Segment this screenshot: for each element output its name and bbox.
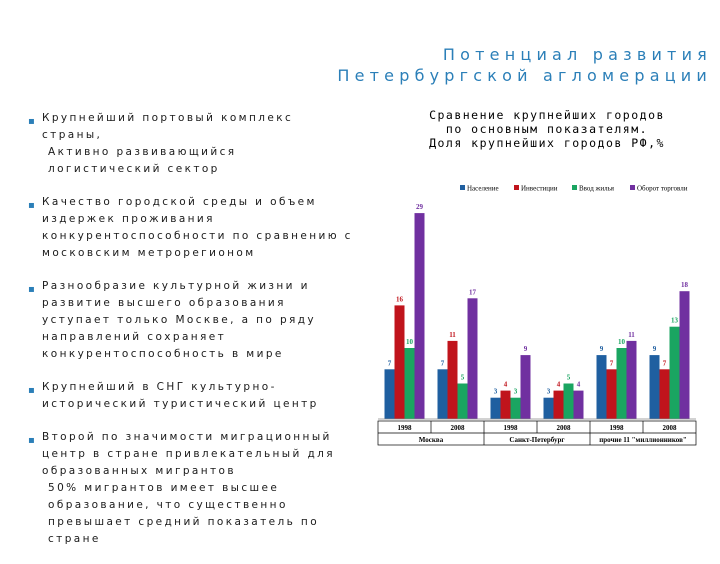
bullet-text: Качество городской среды и объем издержек проживания конкурентоспособности по сравнению с московским метрорегионом bbox=[42, 196, 353, 259]
x-tick-label: 1998 bbox=[503, 424, 518, 432]
bar-value-label: 29 bbox=[416, 203, 423, 212]
legend-label: Население bbox=[467, 184, 499, 193]
x-tick-label: 1998 bbox=[609, 424, 624, 432]
chart-title-line: по основным показателям. bbox=[445, 122, 649, 136]
bar bbox=[511, 398, 521, 419]
bullet-item bbox=[28, 278, 353, 363]
x-tick-label: 2008 bbox=[662, 424, 677, 432]
bullet-marker-icon: ▪ bbox=[28, 385, 35, 396]
bar-value-label: 3 bbox=[513, 387, 518, 396]
slide-title-line-1: Потенциал развития bbox=[442, 45, 712, 64]
bar-value-label: 9 bbox=[599, 345, 604, 354]
bar bbox=[415, 213, 425, 419]
bullet-marker-icon: ▪ bbox=[28, 284, 35, 295]
bar-value-label: 18 bbox=[681, 281, 688, 290]
bar-value-label: 5 bbox=[566, 373, 571, 382]
legend-swatch bbox=[630, 185, 635, 190]
bullet-subtext: Активно развивающийся логистический сектор bbox=[48, 146, 237, 175]
bar-value-label: 16 bbox=[396, 295, 403, 304]
bar bbox=[491, 398, 501, 419]
legend-swatch bbox=[514, 185, 519, 190]
chart-title-line: Доля крупнейших городов РФ,% bbox=[429, 136, 665, 150]
bullet-subtext: 50% мигрантов имеет высшее образование, что существенно превышает средний показатель по стране bbox=[48, 482, 320, 545]
bar bbox=[627, 341, 637, 419]
bar bbox=[670, 327, 680, 419]
legend-label: Оборот торговли bbox=[637, 184, 688, 193]
legend-label: Инвестиции bbox=[521, 184, 558, 193]
bar bbox=[458, 384, 468, 420]
bullet-text: Разнообразие культурной жизни и развитие высшего образования уступает только Москве, а по ряду направлений сохраняет конкурентоспособность в мире bbox=[42, 280, 317, 360]
bar-value-label: 4 bbox=[503, 380, 508, 389]
bar-value-label: 10 bbox=[618, 338, 625, 346]
bullet-text: Второй по значимости миграционный центр в стране привлекательный для образованных мигрантов bbox=[42, 431, 335, 477]
legend-swatch bbox=[460, 185, 465, 190]
bullet-item bbox=[28, 110, 353, 178]
x-group-label: прочие 11 "миллионников" bbox=[599, 436, 687, 444]
bullet-marker-icon: ▪ bbox=[28, 200, 35, 211]
bar bbox=[501, 391, 511, 419]
bar bbox=[564, 384, 574, 420]
bar-value-label: 3 bbox=[546, 387, 551, 396]
bullet-item bbox=[28, 379, 353, 413]
bar bbox=[574, 391, 584, 419]
bar-value-label: 7 bbox=[662, 359, 667, 368]
bar-value-label: 9 bbox=[652, 345, 657, 354]
bar-chart bbox=[372, 180, 704, 460]
bar bbox=[607, 369, 617, 419]
x-tick-label: 1998 bbox=[397, 424, 412, 432]
x-group-label: Москва bbox=[418, 436, 444, 444]
bullet-text: Крупнейший в СНГ культурно-исторический туристический центр bbox=[42, 381, 319, 410]
bar bbox=[597, 355, 607, 419]
bar bbox=[554, 391, 564, 419]
bar-value-label: 9 bbox=[523, 345, 528, 354]
slide-title bbox=[192, 44, 712, 86]
bar-value-label: 4 bbox=[556, 380, 561, 389]
bar bbox=[438, 369, 448, 419]
bar bbox=[660, 369, 670, 419]
legend-label: Ввод жилья bbox=[579, 184, 615, 193]
chart-title-line: Сравнение крупнейших городов bbox=[429, 108, 665, 122]
bullet-marker-icon: ▪ bbox=[28, 116, 35, 127]
bullet-text: Крупнейший портовый комплекс страны, bbox=[42, 112, 294, 141]
bar bbox=[680, 291, 690, 419]
bar bbox=[405, 348, 415, 419]
bar-value-label: 7 bbox=[609, 359, 614, 368]
slide-title-line-2: Петербургской агломерации bbox=[337, 66, 712, 85]
bullet-list bbox=[28, 110, 353, 564]
bar-value-label: 7 bbox=[387, 359, 392, 368]
chart-title bbox=[382, 108, 712, 150]
x-tick-label: 2008 bbox=[556, 424, 571, 432]
bar bbox=[468, 298, 478, 419]
bar-value-label: 7 bbox=[440, 359, 445, 368]
bar bbox=[395, 305, 405, 419]
bullet-item bbox=[28, 429, 353, 548]
bullet-marker-icon: ▪ bbox=[28, 435, 35, 446]
bar-value-label: 3 bbox=[493, 387, 498, 396]
bar-value-label: 4 bbox=[576, 380, 581, 389]
bar bbox=[385, 369, 395, 419]
x-tick-label: 2008 bbox=[450, 424, 465, 432]
bar-value-label: 11 bbox=[449, 330, 456, 339]
legend-swatch bbox=[572, 185, 577, 190]
bullet-item bbox=[28, 194, 353, 262]
bar-chart-svg bbox=[372, 180, 704, 460]
bar bbox=[617, 348, 627, 419]
x-group-label: Санкт-Петербург bbox=[509, 436, 565, 444]
bar bbox=[544, 398, 554, 419]
bar-value-label: 11 bbox=[628, 330, 635, 339]
bar-value-label: 13 bbox=[671, 316, 678, 325]
bar bbox=[521, 355, 531, 419]
bar bbox=[650, 355, 660, 419]
bar-value-label: 10 bbox=[406, 338, 413, 346]
bar bbox=[448, 341, 458, 419]
bar-value-label: 5 bbox=[460, 373, 465, 382]
bar-value-label: 17 bbox=[469, 288, 476, 297]
